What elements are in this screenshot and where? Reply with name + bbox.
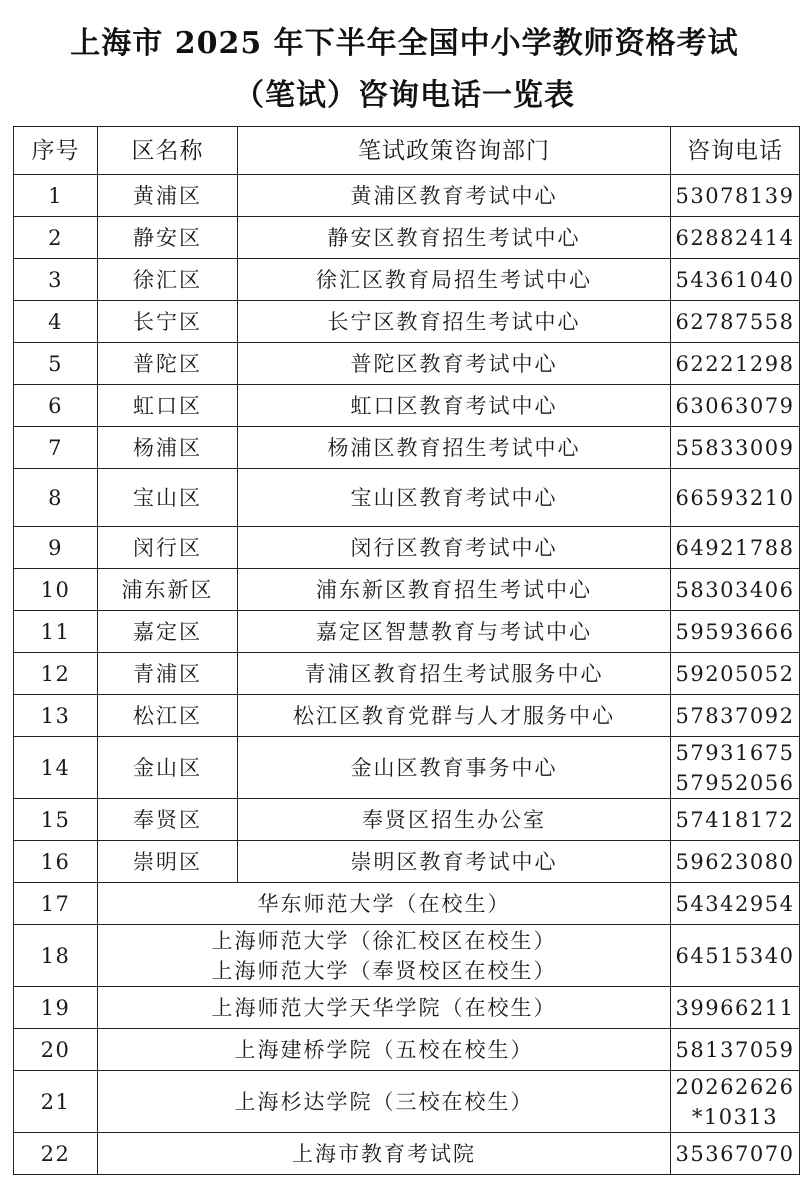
row-number: 14 (14, 737, 98, 799)
phone-number: 64921788 (671, 527, 800, 569)
district-name: 静安区 (98, 217, 238, 259)
department-name-line: 上海师范大学（奉贤校区在校生） (211, 958, 557, 983)
phone-number (671, 1071, 800, 1133)
table-row (14, 1133, 800, 1175)
department-name: 上海杉达学院（三校在校生） (98, 1071, 671, 1133)
district-name: 浦东新区 (98, 569, 238, 611)
phone-number: 62221298 (671, 343, 800, 385)
district-name: 金山区 (98, 737, 238, 799)
row-number: 9 (14, 527, 98, 569)
phone-number: 55833009 (671, 427, 800, 469)
row-number: 5 (14, 343, 98, 385)
table-row (14, 1071, 800, 1133)
phone-number-line: 20262626 (675, 1074, 795, 1099)
district-name: 崇明区 (98, 841, 238, 883)
district-name: 普陀区 (98, 343, 238, 385)
row-number: 1 (14, 175, 98, 217)
department-name: 徐汇区教育局招生考试中心 (238, 259, 671, 301)
department-name: 上海市教育考试院 (98, 1133, 671, 1175)
row-number: 16 (14, 841, 98, 883)
row-number: 12 (14, 653, 98, 695)
district-name: 青浦区 (98, 653, 238, 695)
row-number: 11 (14, 611, 98, 653)
phone-number: 54342954 (671, 883, 800, 925)
table-row (14, 653, 800, 695)
phone-number: 58303406 (671, 569, 800, 611)
phone-number: 53078139 (671, 175, 800, 217)
row-number: 3 (14, 259, 98, 301)
table-row (14, 343, 800, 385)
district-name: 黄浦区 (98, 175, 238, 217)
row-number: 18 (14, 925, 98, 987)
table-row (14, 469, 800, 527)
department-name: 普陀区教育考试中心 (238, 343, 671, 385)
page-title-line-2: （笔试）咨询电话一览表 (234, 78, 575, 113)
department-name: 崇明区教育考试中心 (238, 841, 671, 883)
district-name: 闵行区 (98, 527, 238, 569)
phone-number-line: *10313 (691, 1104, 779, 1129)
row-number: 8 (14, 469, 98, 527)
row-number: 15 (14, 799, 98, 841)
district-name: 徐汇区 (98, 259, 238, 301)
table-row (14, 427, 800, 469)
phone-number: 54361040 (671, 259, 800, 301)
row-number: 10 (14, 569, 98, 611)
row-number: 2 (14, 217, 98, 259)
district-name: 虹口区 (98, 385, 238, 427)
table-row (14, 925, 800, 987)
table-header-row (14, 127, 800, 175)
phone-number: 59205052 (671, 653, 800, 695)
contact-table (13, 126, 800, 1175)
department-name-line: 上海师范大学（徐汇校区在校生） (211, 928, 557, 953)
department-name: 上海师范大学天华学院（在校生） (98, 987, 671, 1029)
phone-number: 62882414 (671, 217, 800, 259)
phone-number: 58137059 (671, 1029, 800, 1071)
header-no: 序号 (14, 127, 98, 175)
district-name: 奉贤区 (98, 799, 238, 841)
phone-number: 64515340 (671, 925, 800, 987)
table-row (14, 385, 800, 427)
phone-number: 66593210 (671, 469, 800, 527)
header-district: 区名称 (98, 127, 238, 175)
district-name: 杨浦区 (98, 427, 238, 469)
district-name: 长宁区 (98, 301, 238, 343)
phone-number: 59623080 (671, 841, 800, 883)
row-number: 20 (14, 1029, 98, 1071)
row-number: 6 (14, 385, 98, 427)
department-name: 华东师范大学（在校生） (98, 883, 671, 925)
row-number: 22 (14, 1133, 98, 1175)
header-phone: 咨询电话 (671, 127, 800, 175)
table-row (14, 841, 800, 883)
table-row (14, 175, 800, 217)
table-row (14, 259, 800, 301)
table-row (14, 301, 800, 343)
department-name: 嘉定区智慧教育与考试中心 (238, 611, 671, 653)
table-row (14, 987, 800, 1029)
department-name: 青浦区教育招生考试服务中心 (238, 653, 671, 695)
department-name: 上海建桥学院（五校在校生） (98, 1029, 671, 1071)
department-name: 金山区教育事务中心 (238, 737, 671, 799)
row-number: 4 (14, 301, 98, 343)
row-number: 17 (14, 883, 98, 925)
table-row (14, 217, 800, 259)
table-row (14, 527, 800, 569)
phone-number: 57418172 (671, 799, 800, 841)
department-name: 黄浦区教育考试中心 (238, 175, 671, 217)
phone-number: 39966211 (671, 987, 800, 1029)
district-name: 松江区 (98, 695, 238, 737)
district-name: 宝山区 (98, 469, 238, 527)
department-name: 浦东新区教育招生考试中心 (238, 569, 671, 611)
phone-number: 35367070 (671, 1133, 800, 1175)
header-department: 笔试政策咨询部门 (238, 127, 671, 175)
table-row (14, 883, 800, 925)
table-row (14, 737, 800, 799)
table-row (14, 1029, 800, 1071)
department-name (98, 925, 671, 987)
table-row (14, 569, 800, 611)
phone-number: 57837092 (671, 695, 800, 737)
table-row (14, 695, 800, 737)
phone-number: 59593666 (671, 611, 800, 653)
row-number: 19 (14, 987, 98, 1029)
department-name: 宝山区教育考试中心 (238, 469, 671, 527)
department-name: 奉贤区招生办公室 (238, 799, 671, 841)
department-name: 松江区教育党群与人才服务中心 (238, 695, 671, 737)
table-row (14, 799, 800, 841)
phone-number-line: 57952056 (675, 770, 795, 795)
phone-number: 62787558 (671, 301, 800, 343)
department-name: 闵行区教育考试中心 (238, 527, 671, 569)
department-name: 虹口区教育考试中心 (238, 385, 671, 427)
row-number: 7 (14, 427, 98, 469)
row-number: 21 (14, 1071, 98, 1133)
district-name: 嘉定区 (98, 611, 238, 653)
table-row (14, 611, 800, 653)
phone-number: 63063079 (671, 385, 800, 427)
department-name: 杨浦区教育招生考试中心 (238, 427, 671, 469)
department-name: 静安区教育招生考试中心 (238, 217, 671, 259)
phone-number (671, 737, 800, 799)
row-number: 13 (14, 695, 98, 737)
phone-number-line: 57931675 (675, 740, 795, 765)
department-name: 长宁区教育招生考试中心 (238, 301, 671, 343)
page-title-line-1: 上海市 2025 年下半年全国中小学教师资格考试 (70, 26, 739, 61)
